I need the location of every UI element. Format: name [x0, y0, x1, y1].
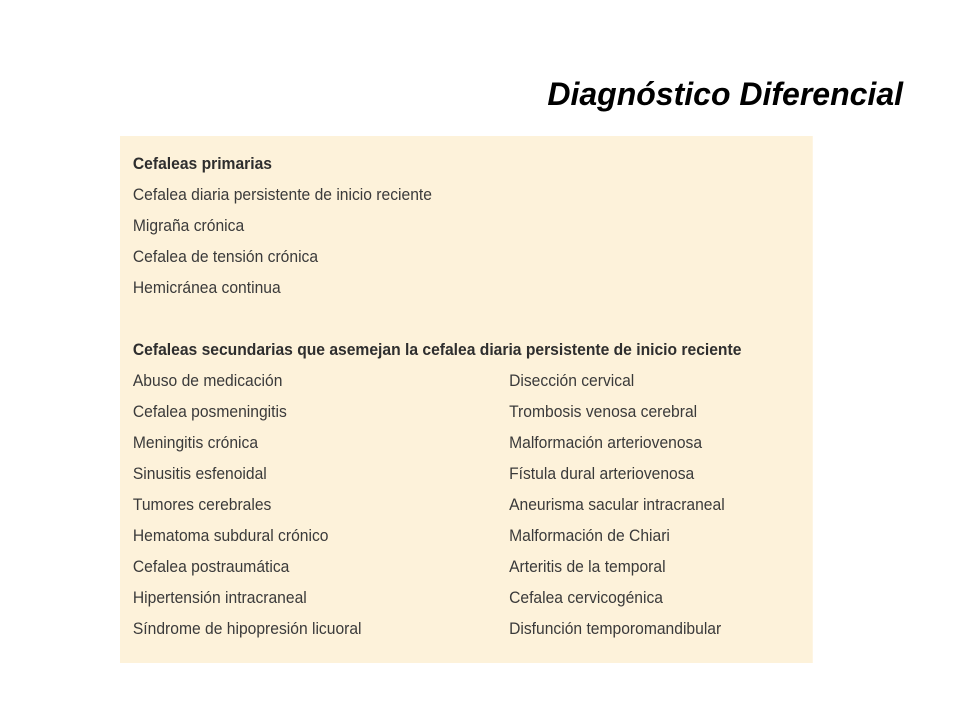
section-spacer [133, 303, 813, 334]
list-item: Malformación arteriovenosa [509, 433, 703, 452]
list-item: Arteritis de la temporal [509, 557, 666, 576]
list-item: Hematoma subdural crónico [132, 526, 329, 545]
primary-headaches-heading: Cefaleas primarias [132, 154, 272, 173]
list-item: Meningitis crónica [132, 433, 259, 452]
list-item: Trombosis venosa cerebral [509, 402, 698, 421]
list-item: Hipertensión intracraneal [132, 588, 307, 607]
secondary-headaches-heading: Cefaleas secundarias que asemejan la cefalea diaria persistente de inicio reciente [132, 340, 742, 359]
list-item: Disfunción temporomandibular [509, 619, 722, 638]
list-item: Fístula dural arteriovenosa [509, 464, 695, 483]
secondary-headaches-columns [133, 365, 813, 644]
list-item: Cefalea cervicogénica [509, 588, 663, 607]
list-item: Aneurisma sacular intracraneal [509, 495, 725, 514]
slide-title: Diagnóstico Diferencial [547, 76, 903, 112]
secondary-right-list [509, 365, 813, 644]
list-item: Tumores cerebrales [132, 495, 272, 514]
list-item: Cefalea diaria persistente de inicio reciente [132, 185, 432, 204]
list-item: Cefalea posmeningitis [132, 402, 287, 421]
list-item: Sinusitis esfenoidal [132, 464, 267, 483]
list-item: Cefalea de tensión crónica [132, 247, 319, 266]
list-item: Abuso de medicación [132, 371, 283, 390]
list-item: Síndrome de hipopresión licuoral [132, 619, 362, 638]
primary-headaches-list [133, 179, 813, 303]
list-item: Malformación de Chiari [509, 526, 670, 545]
list-item: Hemicránea continua [132, 278, 281, 297]
list-item: Disección cervical [509, 371, 635, 390]
list-item: Migraña crónica [132, 216, 245, 235]
secondary-left-list [133, 365, 509, 644]
list-item: Cefalea postraumática [132, 557, 290, 576]
differential-diagnosis-panel [120, 136, 813, 663]
